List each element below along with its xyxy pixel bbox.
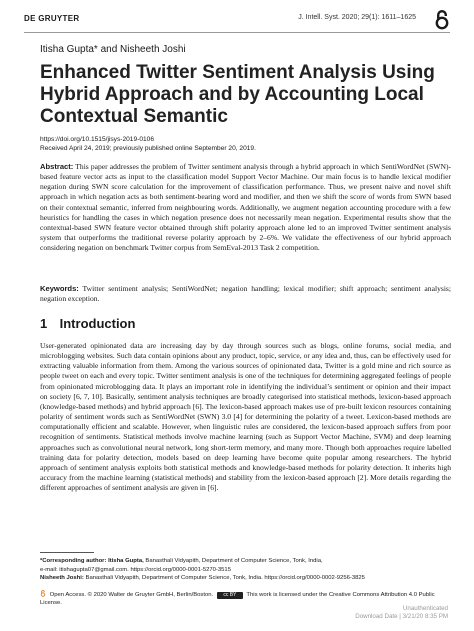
section-number: 1 [40, 316, 48, 331]
abstract-text: This paper addresses the problem of Twitter sentiment analysis through a hybrid approach in which SentiWordNet (SWN)-based feature vector acts as input to the classification model Support Vector Machine. Our main focus is to handle lexical modifier negation during SWN score calculation for the improvement of classification performance. Thus, we present naive and novel shift approach in which negation acts as both sentiment-bearing word and modifier, and then we shift the score of words from SWN based on their contextual semantic, inferred from neighbouring words. Additionally, we augment negation accounting procedure with a few heuristics for handling the cases in which negation presence does not necessarily mean negation. Experimental results show that the contextual-based SWN feature vector obtained through shift polarity approach alone led to an improved Twitter sentiment analysis system that outperforms the traditional reverse polarity approach by 2–6%. We validate the effectiveness of our hybrid approach considering negation on benchmark Twitter corpus from SemEval-2013 Task 2 competition. [40, 162, 452, 253]
article-meta [40, 135, 256, 153]
open-access-icon [432, 9, 452, 31]
corresponding-author-label: *Corresponding author: Itisha Gupta, [40, 558, 144, 564]
second-author-note [40, 574, 451, 583]
second-author-affiliation: Banasthali Vidyapith, Department of Computer Science, Tonk, India. https://orcid.org/0000-0002-9256-3825 [85, 575, 365, 582]
second-author-label: Nisheeth Joshi: [40, 575, 84, 582]
keywords [40, 284, 451, 304]
corresponding-author-affiliation: Banasthali Vidyapith, Department of Computer Science, Tonk, India, [145, 558, 323, 564]
footnotes [40, 557, 451, 583]
header-rule [24, 32, 450, 33]
section-title: Introduction [59, 316, 136, 331]
open-access-copyright: Open Access. © 2020 Walter de Gruyter GmbH, Berlin/Boston. [49, 592, 214, 598]
watermark-download-date: Download Date | 3/21/20 8:35 PM [355, 613, 448, 620]
journal-citation: J. Intell. Syst. 2020; 29(1): 1611–1625 [298, 14, 416, 21]
corresponding-author-note [40, 557, 451, 566]
article-title: Enhanced Twitter Sentiment Analysis Using Hybrid Approach and by Accounting Local Contextual Semantic [40, 62, 435, 127]
license-text: This work is licensed under the Creative Commons Attribution 4.0 Public License. [40, 592, 435, 607]
publisher-name: DE GRUYTER [24, 14, 80, 23]
abstract-label: Abstract: [40, 162, 74, 171]
received-date: Received April 24, 2019; previously published online September 20, 2019. [40, 145, 256, 152]
section-heading [40, 316, 135, 331]
corresponding-author-email[interactable]: e-mail: itishagupta07@gmail.com. https://orcid.org/0000-0001-5270-3515 [40, 566, 231, 573]
keywords-text: Twitter sentiment analysis; SentiWordNet; negation handling; lexical modifier; shift approach; sentiment analysis; negation exception. [40, 284, 451, 304]
cc-by-license-icon[interactable]: cc BY [217, 592, 243, 599]
footnote-rule [40, 552, 94, 553]
download-watermark [355, 605, 448, 621]
introduction-paragraph: User-generated opinionated data are increasing day by day through sources such as blogs, online forums, social media, and microblogging websites. Such data contain opinions about any product, topic, service, or any idea and, thus, can be effectively used for extracting valuable information from them. Among the various sources of opinionated data, Twitter is a gold mine and rich source as people tweet on each and every topic. Twitter sentiment analysis is one of the techniques for determining aggregated feelings of people from opinionated microblogging data. It plays an important role in identifying the individual’s sentiment or opinion and their impact on society [6, 7, 10]. Basically, sentiment analysis techniques are broadly categorised into statistical methods, lexicon-based approach (knowledge-based methods) and hybrid approach [6]. The lexicon-based approach makes use of pre-built lexicon resources containing polarity of sentiment words such as SentiWordNet (SWN) 3.0 [4] for determining the polarity of a tweet. Lexicon-based methods are computationally efficient and scalable. However, when linguistic rules are considered, the lexicon-based approach suffers from poor recognition of sentiments. Statistical methods involve machine learning (such as Support Vector Machine, SVM) and deep learning approaches such as convolutional neural network, long short-term memory, and many more. Though both approaches require labelled training data for polarity detection, models based on deep learning have become quite popular among researchers. The hybrid approach of sentiment analysis exploits both statistical methods and knowledge-based methods for polarity detection. It inherits high accuracy from the machine learning (statistical methods) and stability from the lexicon-based approach [2]. More details regarding the different approaches of sentiment analysis are given in [6]. [40, 341, 451, 493]
abstract [40, 162, 451, 253]
doi-link[interactable]: https://doi.org/10.1515/jisys-2019-0106 [40, 136, 154, 143]
watermark-status: Unauthenticated [402, 605, 448, 612]
author-list: Itisha Gupta* and Nisheeth Joshi [40, 44, 186, 55]
open-access-small-icon [40, 590, 46, 597]
keywords-label: Keywords: [40, 284, 79, 293]
page-header [0, 0, 474, 38]
